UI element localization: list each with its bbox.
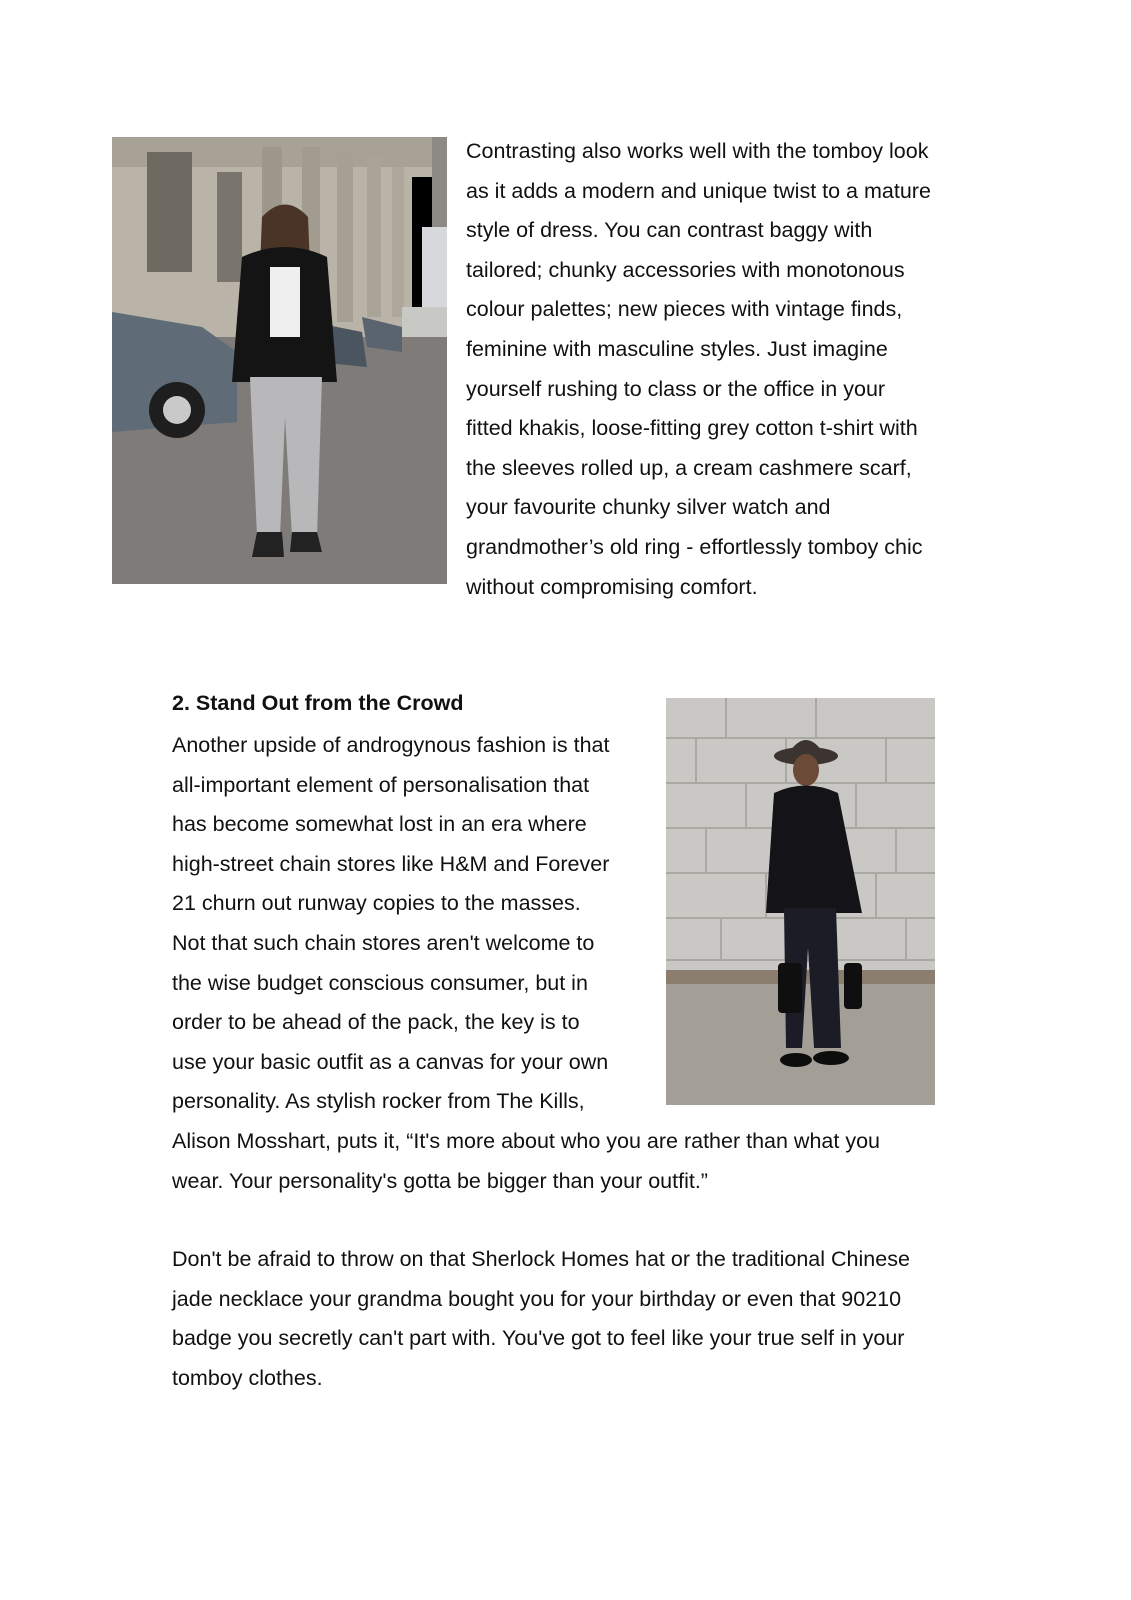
text-line: yourself rushing to class or the office in your <box>466 376 886 401</box>
text-line: tomboy clothes. <box>172 1365 323 1390</box>
text-line: all-important element of personalisation that <box>172 772 590 797</box>
text-line: Don't be afraid to throw on that Sherlock Homes hat or the traditional Chinese <box>172 1247 910 1271</box>
street-style-photo-hat-coat <box>666 698 935 1105</box>
stand-out-paragraph-continued <box>172 1122 972 1201</box>
text-line: wear. Your personality's gotta be bigger than your outfit.” <box>172 1168 708 1193</box>
street-style-photo-fur-jacket <box>112 137 447 584</box>
text-line: has become somewhat lost in an era where <box>172 812 587 837</box>
text-line: use your basic outfit as a canvas for your own <box>172 1049 609 1074</box>
text-line: high-street chain stores like H&M and Forever <box>172 851 610 876</box>
text-line: feminine with masculine styles. Just imagine <box>466 336 888 361</box>
stand-out-paragraph <box>172 726 672 1122</box>
text-line: tailored; chunky accessories with monotonous <box>466 257 905 282</box>
text-line: without compromising comfort. <box>466 574 758 599</box>
text-line: 21 churn out runway copies to the masses. <box>172 891 581 916</box>
text-line: Not that such chain stores aren't welcome to <box>172 930 595 955</box>
text-line: badge you secretly can't part with. You've got to feel like your true self in your <box>172 1326 905 1351</box>
be-yourself-paragraph <box>172 1240 982 1398</box>
text-line: as it adds a modern and unique twist to a mature <box>466 178 931 203</box>
text-line: your favourite chunky silver watch and <box>466 495 831 520</box>
text-line: style of dress. You can contrast baggy with <box>466 218 873 243</box>
section-heading: 2. Stand Out from the Crowd <box>172 691 464 715</box>
text-line: the wise budget conscious consumer, but in <box>172 970 588 995</box>
text-line: grandmother’s old ring - effortlessly tomboy chic <box>466 534 923 559</box>
text-line: personality. As stylish rocker from The Kills, <box>172 1089 585 1114</box>
text-line: order to be ahead of the pack, the key is to <box>172 1010 580 1035</box>
text-line: Another upside of androgynous fashion is that <box>172 733 610 757</box>
text-line: the sleeves rolled up, a cream cashmere scarf, <box>466 455 912 480</box>
text-line: colour palettes; new pieces with vintage finds, <box>466 297 903 322</box>
text-line: Contrasting also works well with the tomboy look <box>466 139 929 163</box>
text-line: fitted khakis, loose-fitting grey cotton t-shirt with <box>466 416 918 441</box>
text-line: jade necklace your grandma bought you for your birthday or even that 90210 <box>172 1286 902 1311</box>
text-line: Alison Mosshart, puts it, “It's more about who you are rather than what you <box>172 1129 880 1153</box>
contrast-paragraph <box>466 132 986 607</box>
